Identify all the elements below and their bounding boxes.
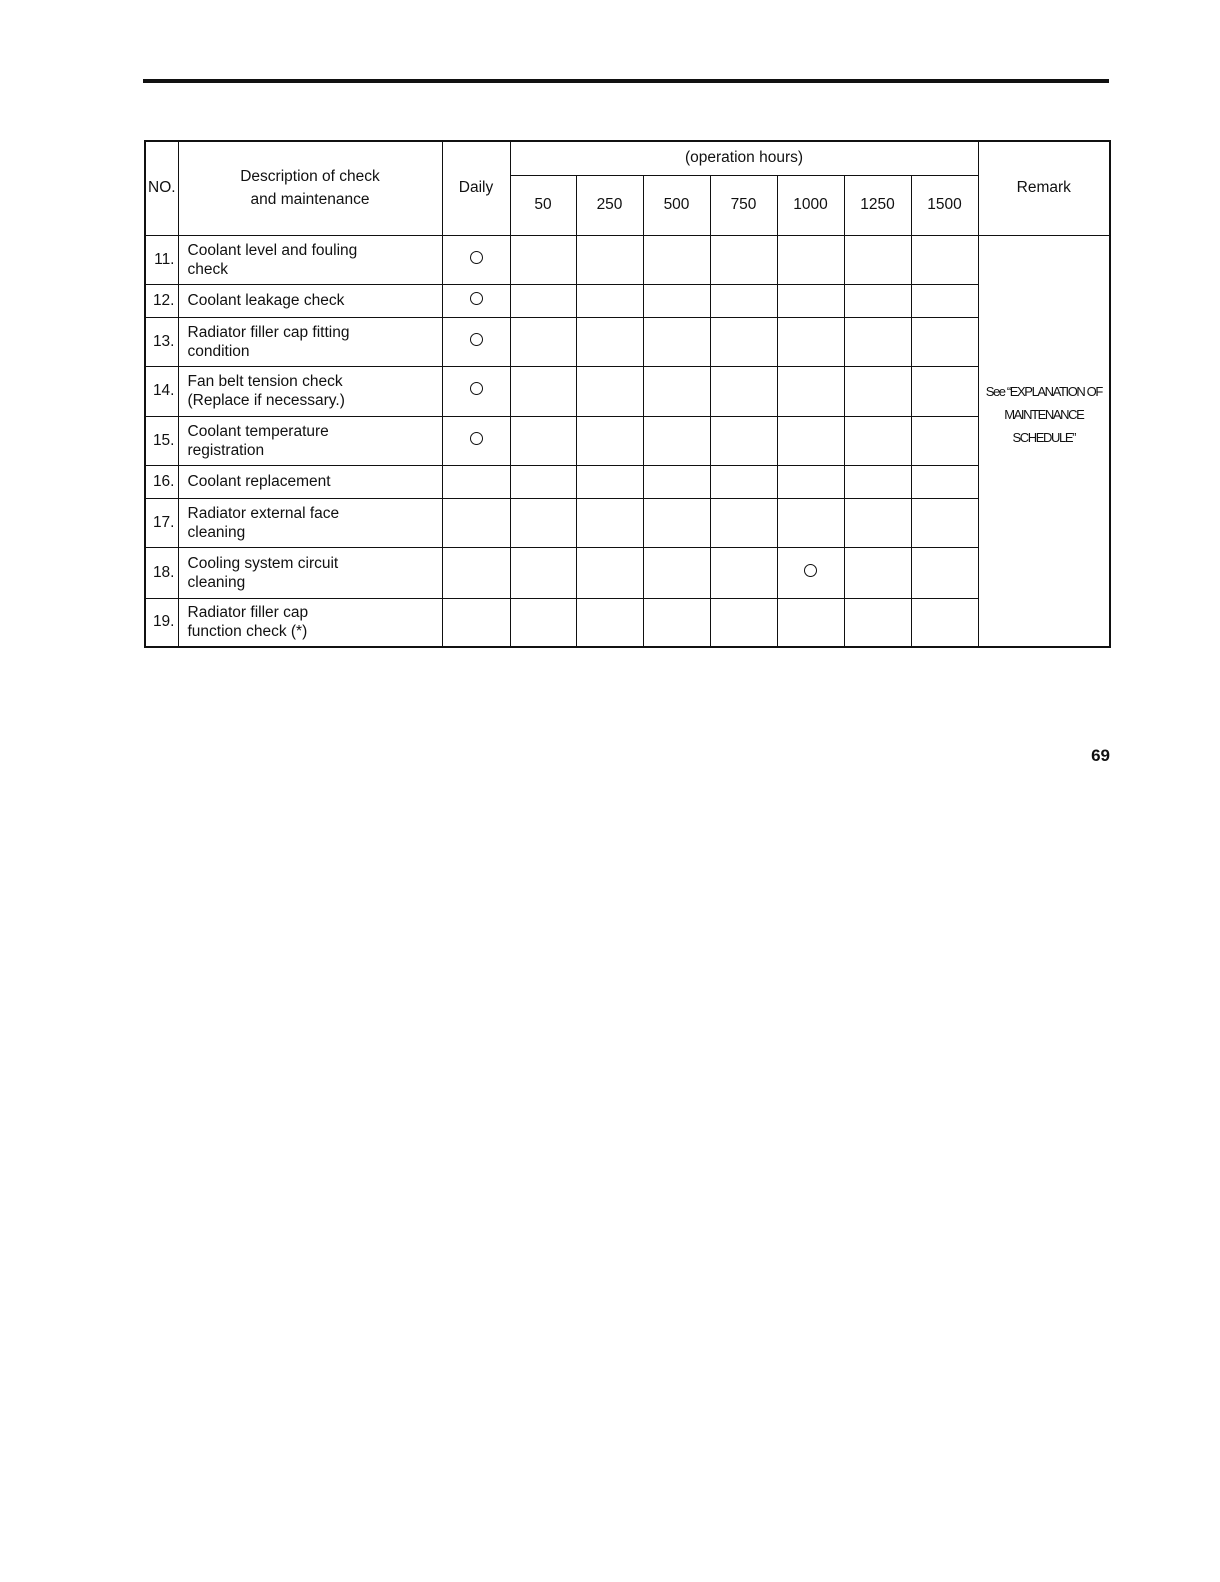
hour-cell-500 bbox=[643, 598, 710, 647]
hour-cell-250 bbox=[576, 416, 643, 465]
hour-cell-750 bbox=[710, 465, 777, 498]
description-line: (Replace if necessary.) bbox=[187, 392, 345, 409]
hour-cell-1000 bbox=[777, 366, 844, 416]
row-description bbox=[178, 498, 442, 547]
hour-cell-1000 bbox=[777, 598, 844, 647]
hour-cell-250 bbox=[576, 547, 643, 598]
header-daily: Daily bbox=[442, 141, 510, 235]
hour-cell-1000 bbox=[777, 498, 844, 547]
check-mark-circle-icon bbox=[470, 292, 483, 305]
hour-cell-1000 bbox=[777, 416, 844, 465]
row-description bbox=[178, 465, 442, 498]
hour-cell-250 bbox=[576, 235, 643, 284]
hour-cell-500 bbox=[643, 366, 710, 416]
hour-cell-50 bbox=[510, 416, 576, 465]
hour-cell-1500 bbox=[911, 317, 978, 366]
daily-cell bbox=[442, 235, 510, 284]
hour-cell-1500 bbox=[911, 416, 978, 465]
remark-line: SCHEDULE” bbox=[1012, 429, 1076, 445]
remark-text bbox=[979, 380, 1110, 449]
row-description bbox=[178, 317, 442, 366]
hour-cell-750 bbox=[710, 284, 777, 317]
description-line: Radiator external face bbox=[187, 504, 340, 522]
hour-cell-50 bbox=[510, 465, 576, 498]
header-no: NO. bbox=[145, 141, 178, 235]
row-number: 16. bbox=[145, 465, 178, 498]
hour-cell-250 bbox=[576, 284, 643, 317]
hour-cell-750 bbox=[710, 547, 777, 598]
hour-cell-250 bbox=[576, 366, 643, 416]
row-description bbox=[178, 235, 442, 284]
header-hour-1500: 1500 bbox=[911, 175, 978, 235]
description-line: Radiator filler cap bbox=[187, 604, 309, 622]
hour-cell-1250 bbox=[844, 235, 911, 284]
table-row bbox=[145, 598, 1110, 647]
hour-cell-250 bbox=[576, 317, 643, 366]
row-description bbox=[178, 366, 442, 416]
page-number: 69 bbox=[1091, 746, 1110, 765]
row-description bbox=[178, 284, 442, 317]
header-hour-250: 250 bbox=[576, 175, 643, 235]
daily-cell bbox=[442, 498, 510, 547]
hour-cell-500 bbox=[643, 235, 710, 284]
hour-cell-250 bbox=[576, 498, 643, 547]
table-row bbox=[145, 547, 1110, 598]
hour-cell-1000 bbox=[777, 547, 844, 598]
hour-cell-1250 bbox=[844, 317, 911, 366]
row-number: 19. bbox=[145, 598, 178, 647]
description-line: check bbox=[187, 260, 228, 278]
hour-cell-1250 bbox=[844, 598, 911, 647]
hour-cell-1000 bbox=[777, 284, 844, 317]
description-line: Radiator filler cap fitting bbox=[187, 323, 350, 341]
hour-cell-1500 bbox=[911, 547, 978, 598]
hour-cell-1250 bbox=[844, 465, 911, 498]
hour-cell-1250 bbox=[844, 284, 911, 317]
daily-cell bbox=[442, 366, 510, 416]
hour-cell-500 bbox=[643, 284, 710, 317]
row-number: 13. bbox=[145, 317, 178, 366]
table-row bbox=[145, 416, 1110, 465]
row-number: 14. bbox=[145, 366, 178, 416]
header-hour-750: 750 bbox=[710, 175, 777, 235]
description-line: Fan belt tension check bbox=[187, 373, 343, 390]
hour-cell-750 bbox=[710, 317, 777, 366]
daily-cell bbox=[442, 465, 510, 498]
hour-cell-750 bbox=[710, 416, 777, 465]
description-line: cleaning bbox=[187, 523, 246, 541]
hour-cell-250 bbox=[576, 598, 643, 647]
hour-cell-50 bbox=[510, 598, 576, 647]
row-description bbox=[178, 598, 442, 647]
row-number: 18. bbox=[145, 547, 178, 598]
hour-cell-50 bbox=[510, 284, 576, 317]
hour-cell-750 bbox=[710, 366, 777, 416]
description-line: function check (*) bbox=[187, 623, 308, 641]
hour-cell-1250 bbox=[844, 498, 911, 547]
hour-cell-1500 bbox=[911, 598, 978, 647]
description-line: Coolant temperature bbox=[187, 422, 329, 440]
hour-cell-1500 bbox=[911, 366, 978, 416]
table-row bbox=[145, 317, 1110, 366]
hour-cell-500 bbox=[643, 416, 710, 465]
remark-line: MAINTENANCE bbox=[1004, 406, 1084, 422]
hour-cell-1500 bbox=[911, 235, 978, 284]
daily-cell bbox=[442, 598, 510, 647]
hour-cell-250 bbox=[576, 465, 643, 498]
table-row bbox=[145, 498, 1110, 547]
remark-line: See “EXPLANATION OF bbox=[985, 383, 1102, 399]
remark-cell bbox=[978, 235, 1110, 647]
hour-cell-750 bbox=[710, 598, 777, 647]
row-number: 15. bbox=[145, 416, 178, 465]
description-line: Coolant level and fouling bbox=[187, 241, 358, 259]
row-number: 11. bbox=[145, 235, 178, 284]
hour-cell-750 bbox=[710, 235, 777, 284]
table-row bbox=[145, 235, 1110, 284]
check-mark-circle-icon bbox=[470, 333, 483, 346]
daily-cell bbox=[442, 416, 510, 465]
check-mark-circle-icon bbox=[470, 382, 483, 395]
description-line: cleaning bbox=[187, 573, 246, 591]
hour-cell-1500 bbox=[911, 284, 978, 317]
row-number: 17. bbox=[145, 498, 178, 547]
header-hour-50: 50 bbox=[510, 175, 576, 235]
description-line: Cooling system circuit bbox=[187, 554, 339, 572]
table-row bbox=[145, 465, 1110, 498]
header-operation-hours: (operation hours) bbox=[510, 141, 978, 175]
header-hour-1250: 1250 bbox=[844, 175, 911, 235]
header-description: Description of check and maintenance bbox=[178, 141, 442, 235]
hour-cell-500 bbox=[643, 498, 710, 547]
hour-cell-500 bbox=[643, 547, 710, 598]
row-description bbox=[178, 547, 442, 598]
hour-cell-50 bbox=[510, 547, 576, 598]
check-mark-circle-icon bbox=[470, 432, 483, 445]
table-row bbox=[145, 284, 1110, 317]
hour-cell-1250 bbox=[844, 366, 911, 416]
hour-cell-1500 bbox=[911, 498, 978, 547]
header-hour-500: 500 bbox=[643, 175, 710, 235]
description-line: condition bbox=[187, 342, 250, 360]
row-description bbox=[178, 416, 442, 465]
hour-cell-50 bbox=[510, 498, 576, 547]
hour-cell-1250 bbox=[844, 416, 911, 465]
header-hour-1000: 1000 bbox=[777, 175, 844, 235]
hour-cell-50 bbox=[510, 366, 576, 416]
top-rule bbox=[143, 79, 1109, 83]
hour-cell-1000 bbox=[777, 465, 844, 498]
row-number: 12. bbox=[145, 284, 178, 317]
hour-cell-1250 bbox=[844, 547, 911, 598]
hour-cell-50 bbox=[510, 235, 576, 284]
check-mark-circle-icon bbox=[470, 251, 483, 264]
table-row bbox=[145, 366, 1110, 416]
maintenance-schedule-table bbox=[144, 140, 1111, 648]
description-line: Coolant replacement bbox=[187, 473, 331, 490]
description-line: registration bbox=[187, 441, 265, 459]
hour-cell-50 bbox=[510, 317, 576, 366]
header-remark: Remark bbox=[978, 141, 1110, 235]
hour-cell-1000 bbox=[777, 235, 844, 284]
hour-cell-750 bbox=[710, 498, 777, 547]
hour-cell-500 bbox=[643, 465, 710, 498]
daily-cell bbox=[442, 317, 510, 366]
description-line: Coolant leakage check bbox=[187, 292, 345, 309]
hour-cell-1000 bbox=[777, 317, 844, 366]
check-mark-circle-icon bbox=[804, 564, 817, 577]
daily-cell bbox=[442, 284, 510, 317]
hour-cell-500 bbox=[643, 317, 710, 366]
hour-cell-1500 bbox=[911, 465, 978, 498]
daily-cell bbox=[442, 547, 510, 598]
